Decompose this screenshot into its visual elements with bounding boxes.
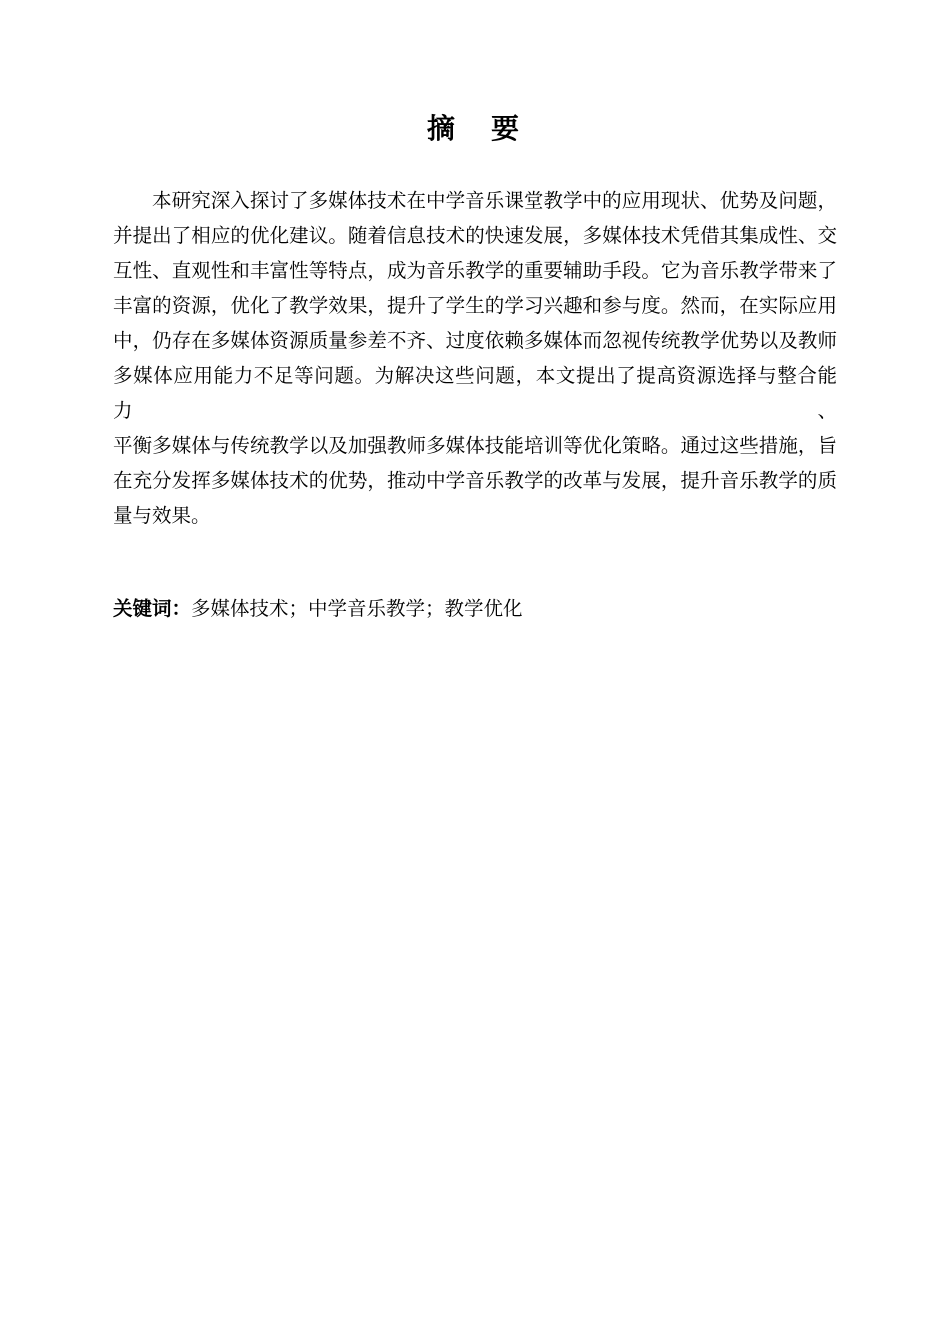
paragraph-line: 量与效果。 [113,506,211,527]
keywords-value: 多媒体技术；中学音乐教学；教学优化 [191,599,523,620]
abstract-paragraph [113,184,837,534]
paragraph-line: 互性、直观性和丰富性等特点，成为音乐教学的重要辅助手段。它为音乐教学带来了 [113,261,837,282]
paragraph-line: 多媒体应用能力不足等问题。为解决这些问题，本文提出了提高资源选择与整合能力、 [113,366,837,422]
paragraph-line: 平衡多媒体与传统教学以及加强教师多媒体技能培训等优化策略。通过这些措施，旨 [113,436,837,457]
paragraph-line: 中，仍存在多媒体资源质量参差不齐、过度依赖多媒体而忽视传统教学优势以及教师 [113,331,837,352]
paragraph-line: 丰富的资源，优化了教学效果，提升了学生的学习兴趣和参与度。然而，在实际应用 [113,296,837,317]
paragraph-line: 并提出了相应的优化建议。随着信息技术的快速发展，多媒体技术凭借其集成性、交 [113,226,837,247]
paragraph-line: 在充分发挥多媒体技术的优势，推动中学音乐教学的改革与发展，提升音乐教学的质 [113,471,837,492]
keywords-line [113,592,837,627]
keywords-label: 关键词： [113,599,192,620]
abstract-title: 摘 要 [426,114,523,145]
paragraph-line: 本研究深入探讨了多媒体技术在中学音乐课堂教学中的应用现状、优势及问题， [152,191,837,212]
